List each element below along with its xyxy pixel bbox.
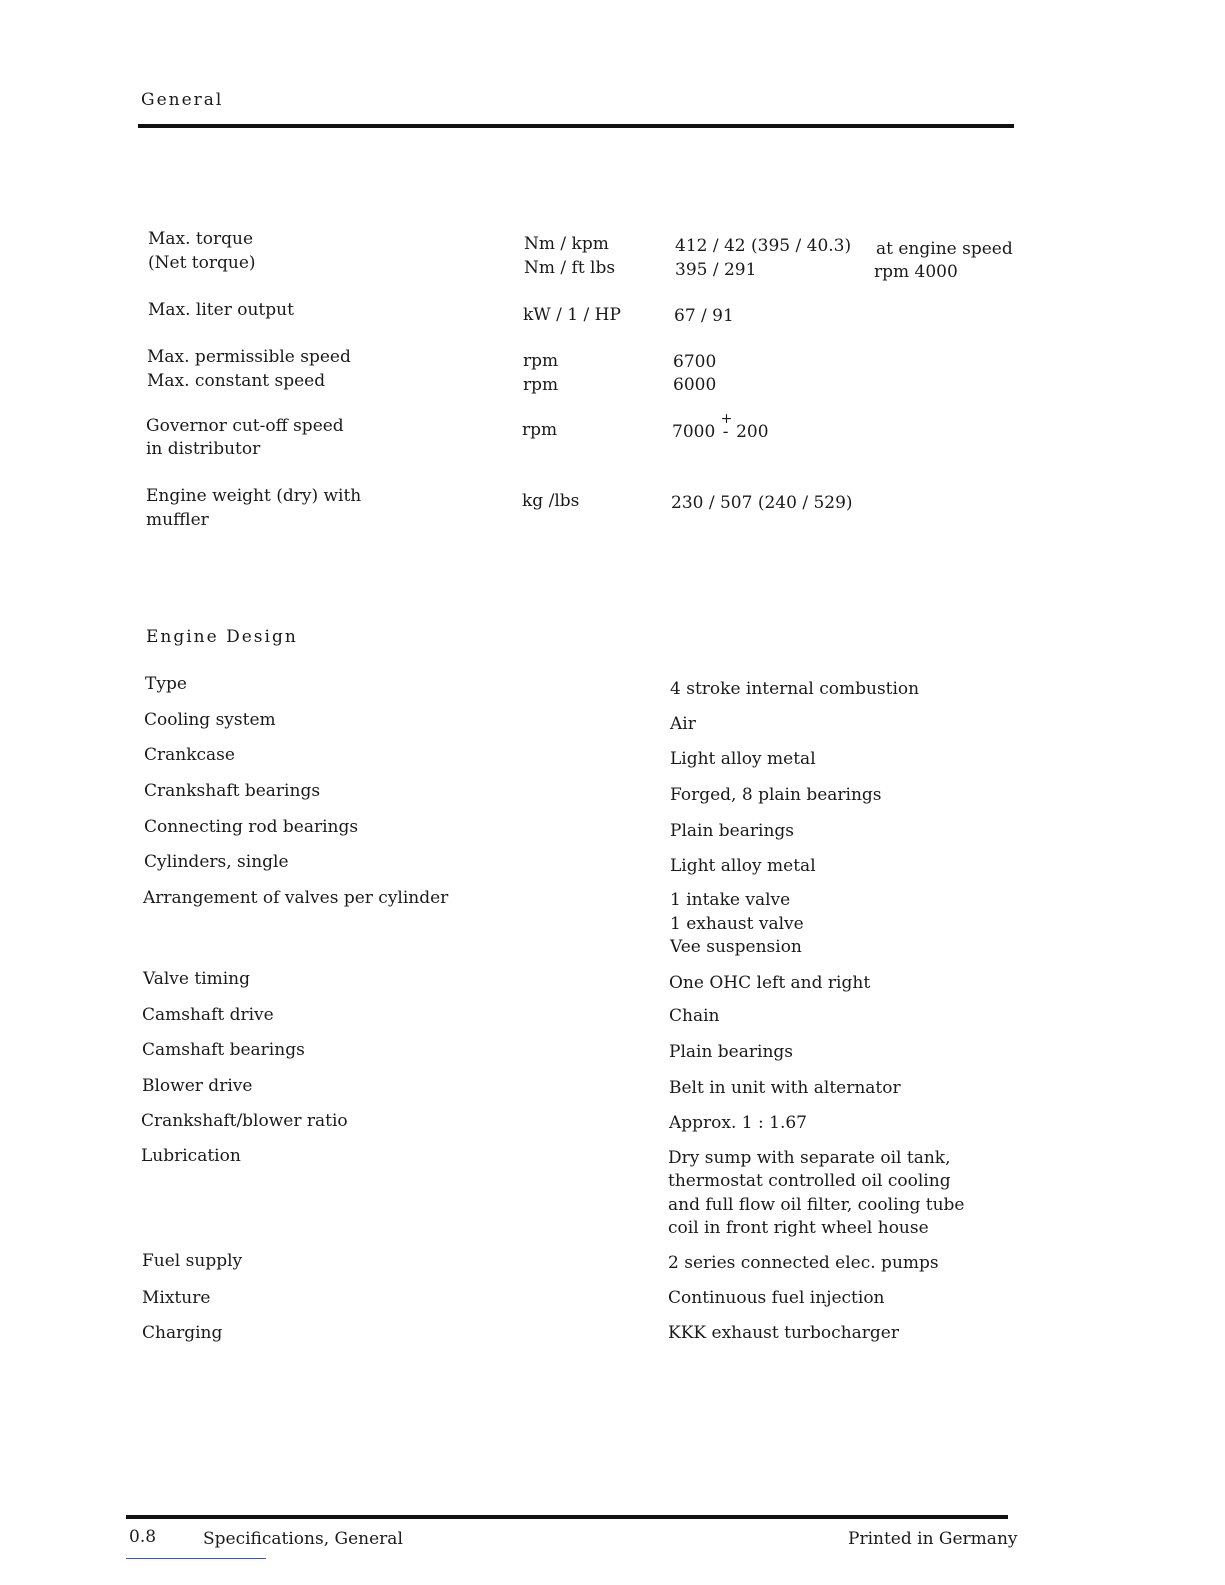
spec-label: Max. constant speed (147, 371, 326, 391)
design-value: coil in front right wheel house (668, 1218, 929, 1238)
design-value: and full flow oil filter, cooling tube (668, 1195, 965, 1215)
spec-unit: kg /lbs (522, 491, 580, 511)
design-value: Light alloy metal (670, 856, 816, 876)
design-label: Camshaft drive (142, 1005, 274, 1025)
design-label: Cylinders, single (144, 852, 289, 872)
design-value: Light alloy metal (670, 749, 816, 769)
footer-rule (126, 1515, 1008, 1519)
spec-label: (Net torque) (148, 253, 256, 273)
spec-value: 230 / 507 (240 / 529) (671, 493, 853, 513)
design-value: Belt in unit with alternator (669, 1078, 901, 1098)
printed-in: Printed in Germany (848, 1529, 1018, 1549)
spec-label: muffler (146, 510, 209, 530)
design-label: Crankcase (144, 745, 235, 765)
design-value: Chain (669, 1006, 720, 1026)
spec-value: 6700 (673, 352, 717, 372)
design-label: Crankshaft bearings (144, 781, 321, 801)
design-value: 1 intake valve (670, 890, 791, 910)
design-value: Plain bearings (669, 1042, 793, 1062)
spec-unit: rpm (523, 351, 559, 371)
design-label: Connecting rod bearings (144, 817, 359, 837)
spec-unit: Nm / ft lbs (524, 258, 616, 278)
spec-label: Max. liter output (148, 300, 294, 320)
design-label: Camshaft bearings (142, 1040, 305, 1060)
page-number: 0.8 (129, 1527, 157, 1547)
spec-label: Engine weight (dry) with (146, 486, 362, 506)
header-rule (138, 124, 1014, 128)
spec-label: in distributor (146, 439, 261, 459)
spec-value: 67 / 91 (674, 306, 734, 326)
spec-label: Governor cut-off speed (146, 416, 344, 436)
design-label: Cooling system (144, 710, 276, 730)
design-label: Type (145, 674, 187, 694)
spec-label: Max. permissible speed (147, 347, 351, 367)
design-label: Lubrication (141, 1146, 241, 1166)
value-prefix: 7000 (672, 422, 716, 442)
spec-note: rpm 4000 (874, 262, 958, 282)
design-label: Valve timing (143, 969, 251, 989)
design-value: Forged, 8 plain bearings (670, 785, 882, 805)
design-value: Approx. 1 : 1.67 (669, 1113, 808, 1133)
spec-unit: kW / 1 / HP (523, 305, 621, 325)
section-title: Engine Design (146, 627, 298, 647)
design-value: thermostat controlled oil cooling (668, 1171, 951, 1191)
spec-label: Max. torque (148, 229, 254, 249)
design-value: Dry sump with separate oil tank, (668, 1148, 951, 1168)
plus-minus-symbol: + - (720, 411, 733, 442)
spec-unit: rpm (522, 420, 558, 440)
design-value: Continuous fuel injection (668, 1288, 885, 1308)
page-header-title: General (141, 90, 224, 110)
spec-note: at engine speed (876, 239, 1013, 259)
spec-unit: rpm (523, 375, 559, 395)
design-value: Plain bearings (670, 821, 794, 841)
design-label: Crankshaft/blower ratio (141, 1111, 348, 1131)
page-edge-line (126, 1558, 266, 1559)
value-suffix: 200 (736, 422, 769, 442)
design-value: 4 stroke internal combustion (670, 679, 920, 699)
design-value: Vee suspension (670, 937, 802, 957)
footer-title: Specifications, General (203, 1529, 403, 1549)
design-label: Fuel supply (142, 1251, 243, 1271)
design-label: Charging (142, 1323, 223, 1343)
design-value: 1 exhaust valve (670, 914, 804, 934)
spec-unit: Nm / kpm (524, 234, 609, 254)
spec-value: 6000 (673, 375, 717, 395)
design-label: Arrangement of valves per cylinder (143, 888, 449, 908)
spec-value: 395 / 291 (675, 260, 757, 280)
spec-value: 412 / 42 (395 / 40.3) (675, 236, 852, 256)
spec-value-plus-minus (672, 411, 769, 444)
design-value: One OHC left and right (669, 973, 871, 993)
design-label: Mixture (142, 1288, 211, 1308)
design-label: Blower drive (142, 1076, 253, 1096)
design-value: 2 series connected elec. pumps (668, 1253, 939, 1273)
design-value: KKK exhaust turbocharger (668, 1323, 899, 1343)
design-value: Air (670, 714, 696, 734)
